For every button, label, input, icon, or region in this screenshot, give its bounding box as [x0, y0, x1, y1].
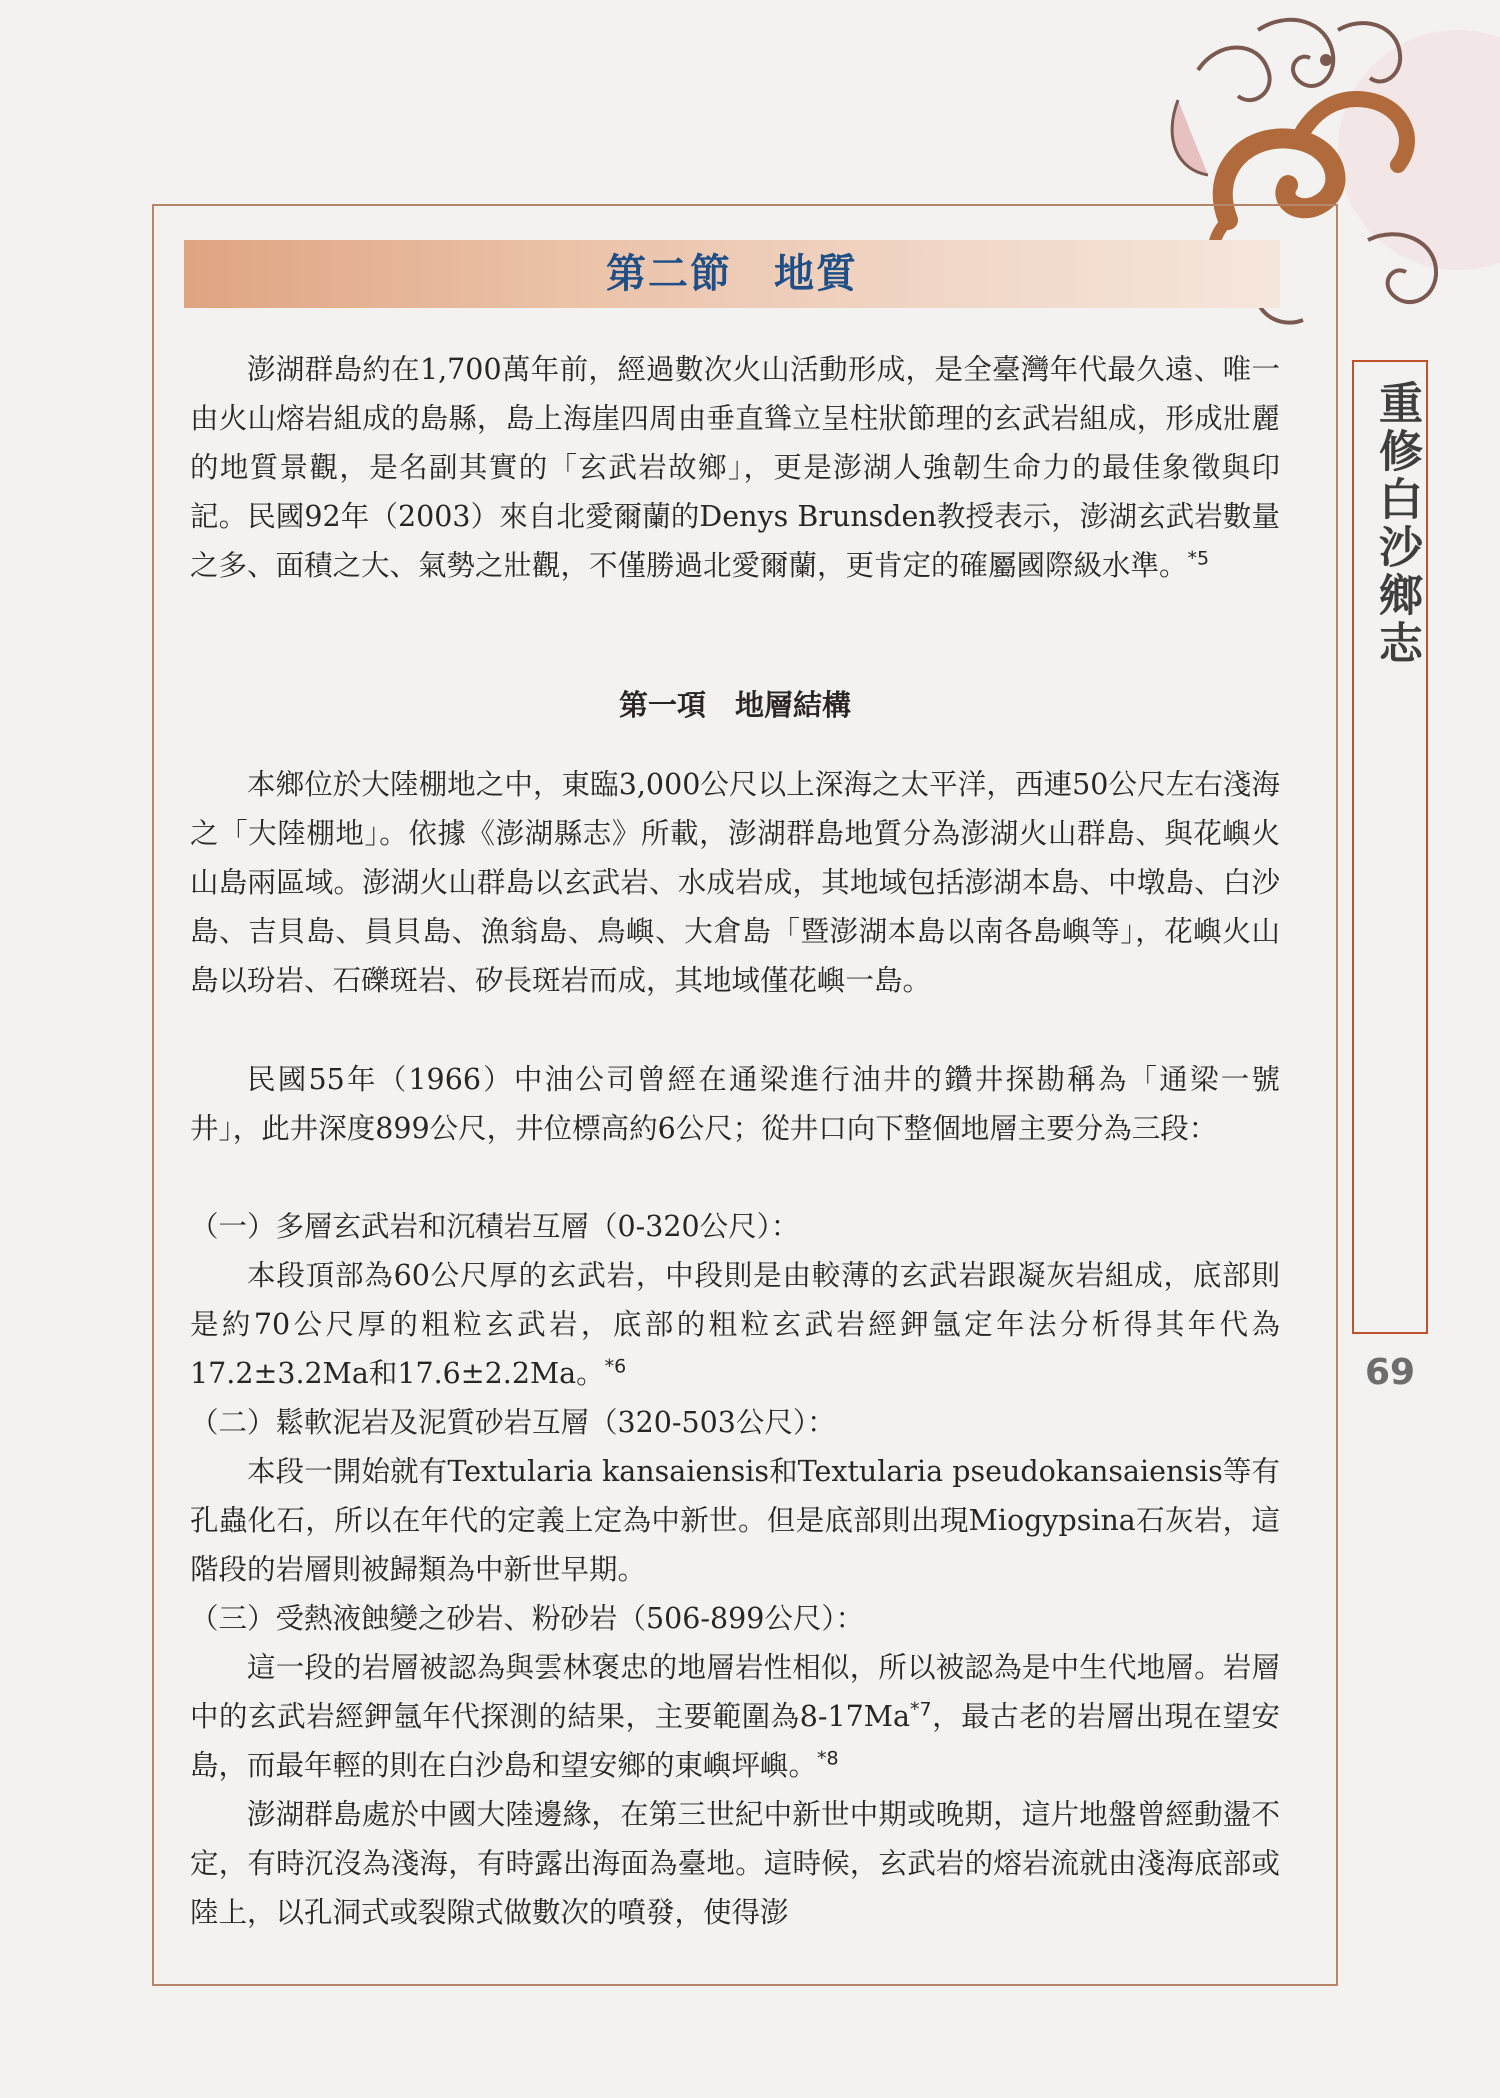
layer-2-text: 本段一開始就有Textularia kansaiensis和Textularia pseudokansaiensis等有孔蟲化石，所以在年代的定義上定為中新世。但是底部則出現Miogypsina石灰岩，這階段的岩層則被歸類為中新世早期。: [190, 1455, 1280, 1586]
paragraph-volcanic-history: 澎湖群島處於中國大陸邊緣，在第三世紀中新世中期或晚期，這片地盤曾經動盪不定，有時沉沒為淺海，有時露出海面為臺地。這時候，玄武岩的熔岩流就由淺海底部或陸上，以孔洞式或裂隙式做數次的噴發，使得澎: [190, 1798, 1280, 1929]
paragraph-tongliang-well: 民國55年（1966）中油公司曾經在通梁進行油井的鑽井探勘稱為「通梁一號井」，此井深度899公尺，井位標高約6公尺；從井口向下整個地層主要分為三段：: [190, 1063, 1280, 1145]
layer-3-text: [190, 1643, 1280, 1790]
layer-3-body-b: ，最古老的岩層出現在望安島，而最年輕的則在白沙島和望安鄉的東嶼坪嶼。: [190, 1700, 1280, 1782]
intro-paragraph: [190, 345, 1280, 590]
book-title: [1352, 380, 1428, 668]
page-number: 69: [1364, 1352, 1416, 1393]
intro-text: 澎湖群島約在1,700萬年前，經過數次火山活動形成，是全臺灣年代最久遠、唯一由火山熔岩組成的島縣，島上海崖四周由垂直聳立呈柱狀節理的玄武岩組成，形成壯麗的地質景觀，是名副其實的「玄武岩故鄉」，更是澎湖人強韌生命力的最佳象徵與印記。民國92年（2003）來自北愛爾蘭的Denys Brunsden教授表示，澎湖玄武岩數量之多、面積之大、氣勢之壯觀，不僅勝過北愛爾蘭，更肯定的確屬國際級水準。: [190, 353, 1280, 582]
layer-3-heading: （三）受熱液蝕變之砂岩、粉砂岩（506-899公尺）：: [190, 1602, 865, 1635]
layer-3-body-a: 這一段的岩層被認為與雲林褒忠的地層岩性相似，所以被認為是中生代地層。岩層中的玄武岩經鉀氬年代探測的結果，主要範圍為8-17Ma: [190, 1651, 1280, 1733]
book-title-text: 重修白沙鄉志: [1371, 380, 1422, 668]
layer-1-heading: （一）多層玄武岩和沉積岩互層（0-320公尺）：: [190, 1210, 800, 1243]
footnote-5: *5: [1187, 547, 1210, 570]
paragraph-continental-shelf: 本鄉位於大陸棚地之中，東臨3,000公尺以上深海之太平洋，西連50公尺左右淺海之「大陸棚地」。依據《澎湖縣志》所載，澎湖群島地質分為澎湖火山群島、與花嶼火山島兩區域。澎湖火山群島以玄武岩、水成岩成，其地域包括澎湖本島、中墩島、白沙島、吉貝島、員貝島、漁翁島、鳥嶼、大倉島「暨澎湖本島以南各島嶼等」，花嶼火山島以玢岩、石礫斑岩、矽長斑岩而成，其地域僅花嶼一島。: [190, 768, 1280, 997]
footnote-6: *6: [604, 1355, 627, 1378]
footnote-8: *8: [817, 1747, 839, 1770]
section-title: 第二節 地質: [606, 250, 858, 297]
subsection-title: 第一項 地層結構: [618, 688, 851, 722]
layer-1-body: 本段頂部為60公尺厚的玄武岩，中段則是由較薄的玄武岩跟凝灰岩組成，底部則是約70公尺厚的粗粒玄武岩，底部的粗粒玄武岩經鉀氬定年法分析得其年代為17.2±3.2Ma和17.6±2.2Ma。: [190, 1259, 1280, 1390]
layer-1-text: [190, 1251, 1280, 1398]
layer-2-heading: （二）鬆軟泥岩及泥質砂岩互層（320-503公尺）：: [190, 1406, 836, 1439]
footnote-7: *7: [909, 1698, 932, 1721]
